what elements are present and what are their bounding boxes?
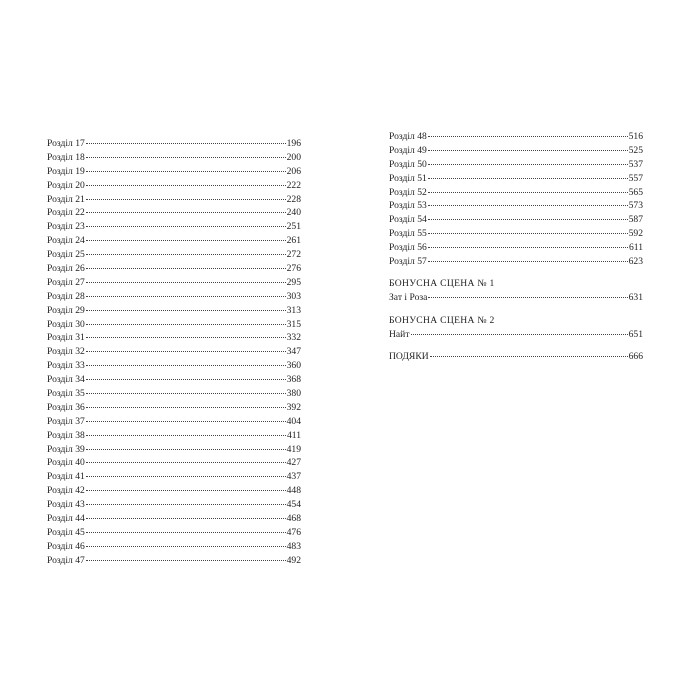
toc-entry[interactable] xyxy=(389,199,643,213)
toc-entry-label: Розділ 19 xyxy=(47,165,85,177)
toc-entry-page: 313 xyxy=(286,304,301,316)
dot-leader xyxy=(86,337,286,338)
toc-entry-page: 332 xyxy=(286,332,301,344)
toc-entry-label: Розділ 36 xyxy=(47,401,85,413)
dot-leader xyxy=(86,254,286,255)
toc-entry-label: Розділ 45 xyxy=(47,526,85,538)
dot-leader xyxy=(428,205,628,206)
toc-entry-label: Розділ 52 xyxy=(389,186,427,198)
toc-entry[interactable] xyxy=(47,373,301,387)
dot-leader xyxy=(428,150,628,151)
dot-leader xyxy=(86,212,286,213)
dot-leader xyxy=(86,296,286,297)
toc-entry-page: 206 xyxy=(286,165,301,177)
dot-leader xyxy=(428,233,628,234)
toc-entry[interactable] xyxy=(47,498,301,512)
toc-entry-label: Розділ 41 xyxy=(47,471,85,483)
toc-entry-label: Розділ 29 xyxy=(47,304,85,316)
chapter-list-right xyxy=(389,130,643,269)
toc-entry-label: Розділ 57 xyxy=(389,256,427,268)
toc-entry-label: Розділ 51 xyxy=(389,172,427,184)
dot-leader xyxy=(86,504,286,505)
toc-entry-label: Розділ 24 xyxy=(47,235,85,247)
dot-leader xyxy=(86,310,286,311)
toc-entry[interactable] xyxy=(47,179,301,193)
dot-leader xyxy=(428,261,628,262)
toc-entry-page: 516 xyxy=(628,131,643,142)
toc-entry[interactable] xyxy=(47,443,301,457)
toc-entry-label: Розділ 18 xyxy=(47,151,85,163)
dot-leader xyxy=(86,351,286,352)
dot-leader xyxy=(86,143,286,144)
toc-entry[interactable] xyxy=(389,227,643,241)
dot-leader xyxy=(428,247,628,248)
toc-entry[interactable] xyxy=(47,429,301,443)
toc-entry-label: Розділ 26 xyxy=(47,263,85,275)
toc-entry[interactable] xyxy=(47,470,301,484)
toc-entry-label: Розділ 40 xyxy=(47,457,85,469)
toc-entry-acknowledgements[interactable] xyxy=(389,350,643,364)
toc-entry-label: Розділ 46 xyxy=(47,540,85,552)
dot-leader xyxy=(86,365,286,366)
toc-entry-label: Розділ 22 xyxy=(47,207,85,219)
toc-entry[interactable] xyxy=(389,186,643,200)
toc-entry-page: 592 xyxy=(628,228,643,240)
toc-entry-page: 272 xyxy=(286,249,301,261)
toc-entry-label: Розділ 39 xyxy=(47,443,85,455)
toc-entry[interactable] xyxy=(389,255,643,269)
toc-entry[interactable] xyxy=(47,262,301,276)
toc-entry[interactable] xyxy=(47,206,301,220)
toc-entry[interactable] xyxy=(47,165,301,179)
toc-entry-label: Зат і Роза xyxy=(389,291,428,303)
dot-leader xyxy=(428,297,627,298)
toc-entry[interactable] xyxy=(47,151,301,165)
toc-entry-page: 200 xyxy=(286,151,301,163)
toc-entry[interactable] xyxy=(389,172,643,186)
dot-leader xyxy=(86,324,286,325)
dot-leader xyxy=(86,393,286,394)
toc-entry[interactable] xyxy=(47,415,301,429)
dot-leader xyxy=(86,157,286,158)
toc-entry-label: ПОДЯКИ xyxy=(389,351,429,363)
dot-leader xyxy=(428,178,628,179)
dot-leader xyxy=(86,560,286,561)
toc-entry[interactable] xyxy=(47,512,301,526)
dot-leader xyxy=(428,164,628,165)
toc-entry[interactable] xyxy=(47,304,301,318)
toc-entry-label: Розділ 37 xyxy=(47,415,85,427)
toc-entry-page: 476 xyxy=(286,526,301,538)
toc-entry-page: 240 xyxy=(286,207,301,219)
toc-entry-label: Розділ 27 xyxy=(47,276,85,288)
toc-entry[interactable] xyxy=(389,130,643,144)
toc-entry-page: 448 xyxy=(286,485,301,497)
toc-entry[interactable] xyxy=(389,213,643,227)
dot-leader xyxy=(86,282,286,283)
toc-entry[interactable] xyxy=(47,276,301,290)
toc-entry-page: 392 xyxy=(286,401,301,413)
toc-entry-label: Розділ 32 xyxy=(47,346,85,358)
dot-leader xyxy=(86,449,286,450)
toc-entry[interactable] xyxy=(389,158,643,172)
dot-leader xyxy=(86,171,286,172)
dot-leader xyxy=(86,407,286,408)
toc-entry[interactable] xyxy=(47,331,301,345)
dot-leader xyxy=(86,226,286,227)
dot-leader xyxy=(86,518,286,519)
dot-leader xyxy=(86,435,286,436)
toc-entry-page: 623 xyxy=(628,256,643,268)
toc-entry[interactable] xyxy=(47,554,301,568)
toc-entry-page: 419 xyxy=(286,443,301,455)
dot-leader xyxy=(86,199,286,200)
toc-entry-page: 380 xyxy=(286,388,301,400)
toc-entry-page: 196 xyxy=(286,138,301,149)
toc-entry-label: Розділ 47 xyxy=(47,554,85,566)
toc-entry[interactable] xyxy=(389,144,643,158)
toc-entry-label: Розділ 49 xyxy=(389,144,427,156)
toc-entry-page: 404 xyxy=(286,415,301,427)
toc-right-column xyxy=(389,130,643,364)
toc-entry-label: Розділ 54 xyxy=(389,214,427,226)
toc-entry-label: Розділ 31 xyxy=(47,332,85,344)
toc-entry-page: 368 xyxy=(286,374,301,386)
toc-entry-page: 557 xyxy=(628,172,643,184)
toc-entry-label: Розділ 53 xyxy=(389,200,427,212)
toc-entry-page: 437 xyxy=(286,471,301,483)
toc-entry-page: 295 xyxy=(286,276,301,288)
toc-entry-page: 315 xyxy=(286,318,301,330)
dot-leader xyxy=(428,219,628,220)
toc-entry[interactable] xyxy=(47,345,301,359)
toc-entry-page: 261 xyxy=(286,235,301,247)
toc-entry[interactable] xyxy=(47,526,301,540)
dot-leader xyxy=(86,421,286,422)
dot-leader xyxy=(86,546,286,547)
toc-entry-label: Розділ 34 xyxy=(47,374,85,386)
toc-entry-page: 537 xyxy=(628,158,643,170)
toc-entry-label: Розділ 33 xyxy=(47,360,85,372)
toc-entry-page: 276 xyxy=(286,263,301,275)
toc-entry-label: Розділ 44 xyxy=(47,513,85,525)
toc-entry-page: 454 xyxy=(286,499,301,511)
toc-entry[interactable] xyxy=(47,220,301,234)
toc-entry-page: 427 xyxy=(286,457,301,469)
toc-entry-label: Розділ 42 xyxy=(47,485,85,497)
toc-entry[interactable] xyxy=(47,540,301,554)
toc-entry-label: Розділ 50 xyxy=(389,158,427,170)
toc-entry-label: Розділ 25 xyxy=(47,249,85,261)
dot-leader xyxy=(86,490,286,491)
toc-entry-page: 468 xyxy=(286,513,301,525)
toc-entry-page: 228 xyxy=(286,193,301,205)
toc-entry-label: Розділ 17 xyxy=(47,138,85,149)
toc-entry-label: Розділ 23 xyxy=(47,221,85,233)
toc-entry-page: 611 xyxy=(628,242,643,254)
toc-entry-page: 492 xyxy=(286,554,301,566)
toc-entry[interactable] xyxy=(47,401,301,415)
toc-entry-label: Розділ 28 xyxy=(47,290,85,302)
dot-leader xyxy=(411,334,628,335)
toc-entry-label: Розділ 48 xyxy=(389,131,427,142)
toc-entry-label: Розділ 20 xyxy=(47,179,85,191)
toc-left-column xyxy=(47,137,301,568)
toc-entry[interactable] xyxy=(389,241,643,255)
toc-entry-page: 666 xyxy=(628,351,643,363)
dot-leader xyxy=(86,268,286,269)
toc-entry-bonus-1[interactable] xyxy=(389,291,643,305)
toc-entry-page: 651 xyxy=(628,328,643,340)
toc-entry[interactable] xyxy=(47,290,301,304)
toc-entry-page: 360 xyxy=(286,360,301,372)
dot-leader xyxy=(86,379,286,380)
bonus-scene-1-heading: БОНУСНА СЦЕНА № 1 xyxy=(389,277,495,289)
toc-entry-label: Найт xyxy=(389,328,410,340)
dot-leader xyxy=(430,356,628,357)
dot-leader xyxy=(86,476,286,477)
toc-entry-page: 222 xyxy=(286,179,301,191)
toc-entry-label: Розділ 56 xyxy=(389,242,427,254)
bonus-scene-2-heading: БОНУСНА СЦЕНА № 2 xyxy=(389,314,495,326)
toc-entry[interactable] xyxy=(47,359,301,373)
dot-leader xyxy=(86,462,286,463)
toc-entry[interactable] xyxy=(47,456,301,470)
toc-entry-page: 565 xyxy=(628,186,643,198)
toc-entry-bonus-2[interactable] xyxy=(389,328,643,342)
toc-entry-page: 303 xyxy=(286,290,301,302)
toc-entry[interactable] xyxy=(47,318,301,332)
toc-entry-label: Розділ 43 xyxy=(47,499,85,511)
toc-entry-label: Розділ 55 xyxy=(389,228,427,240)
toc-entry[interactable] xyxy=(47,137,301,151)
dot-leader xyxy=(428,136,628,137)
toc-entry-page: 573 xyxy=(628,200,643,212)
dot-leader xyxy=(86,240,286,241)
toc-entry[interactable] xyxy=(47,484,301,498)
toc-entry-page: 631 xyxy=(628,291,643,303)
toc-entry[interactable] xyxy=(47,387,301,401)
dot-leader xyxy=(428,192,628,193)
toc-entry[interactable] xyxy=(47,248,301,262)
toc-entry[interactable] xyxy=(47,193,301,207)
toc-entry-page: 411 xyxy=(286,429,301,441)
toc-entry-page: 483 xyxy=(286,540,301,552)
toc-entry[interactable] xyxy=(47,234,301,248)
toc-entry-page: 525 xyxy=(628,144,643,156)
dot-leader xyxy=(86,532,286,533)
toc-entry-label: Розділ 35 xyxy=(47,388,85,400)
toc-entry-page: 587 xyxy=(628,214,643,226)
toc-entry-page: 347 xyxy=(286,346,301,358)
toc-entry-label: Розділ 30 xyxy=(47,318,85,330)
toc-entry-label: Розділ 38 xyxy=(47,429,85,441)
toc-entry-label: Розділ 21 xyxy=(47,193,85,205)
toc-entry-page: 251 xyxy=(286,221,301,233)
dot-leader xyxy=(86,185,286,186)
